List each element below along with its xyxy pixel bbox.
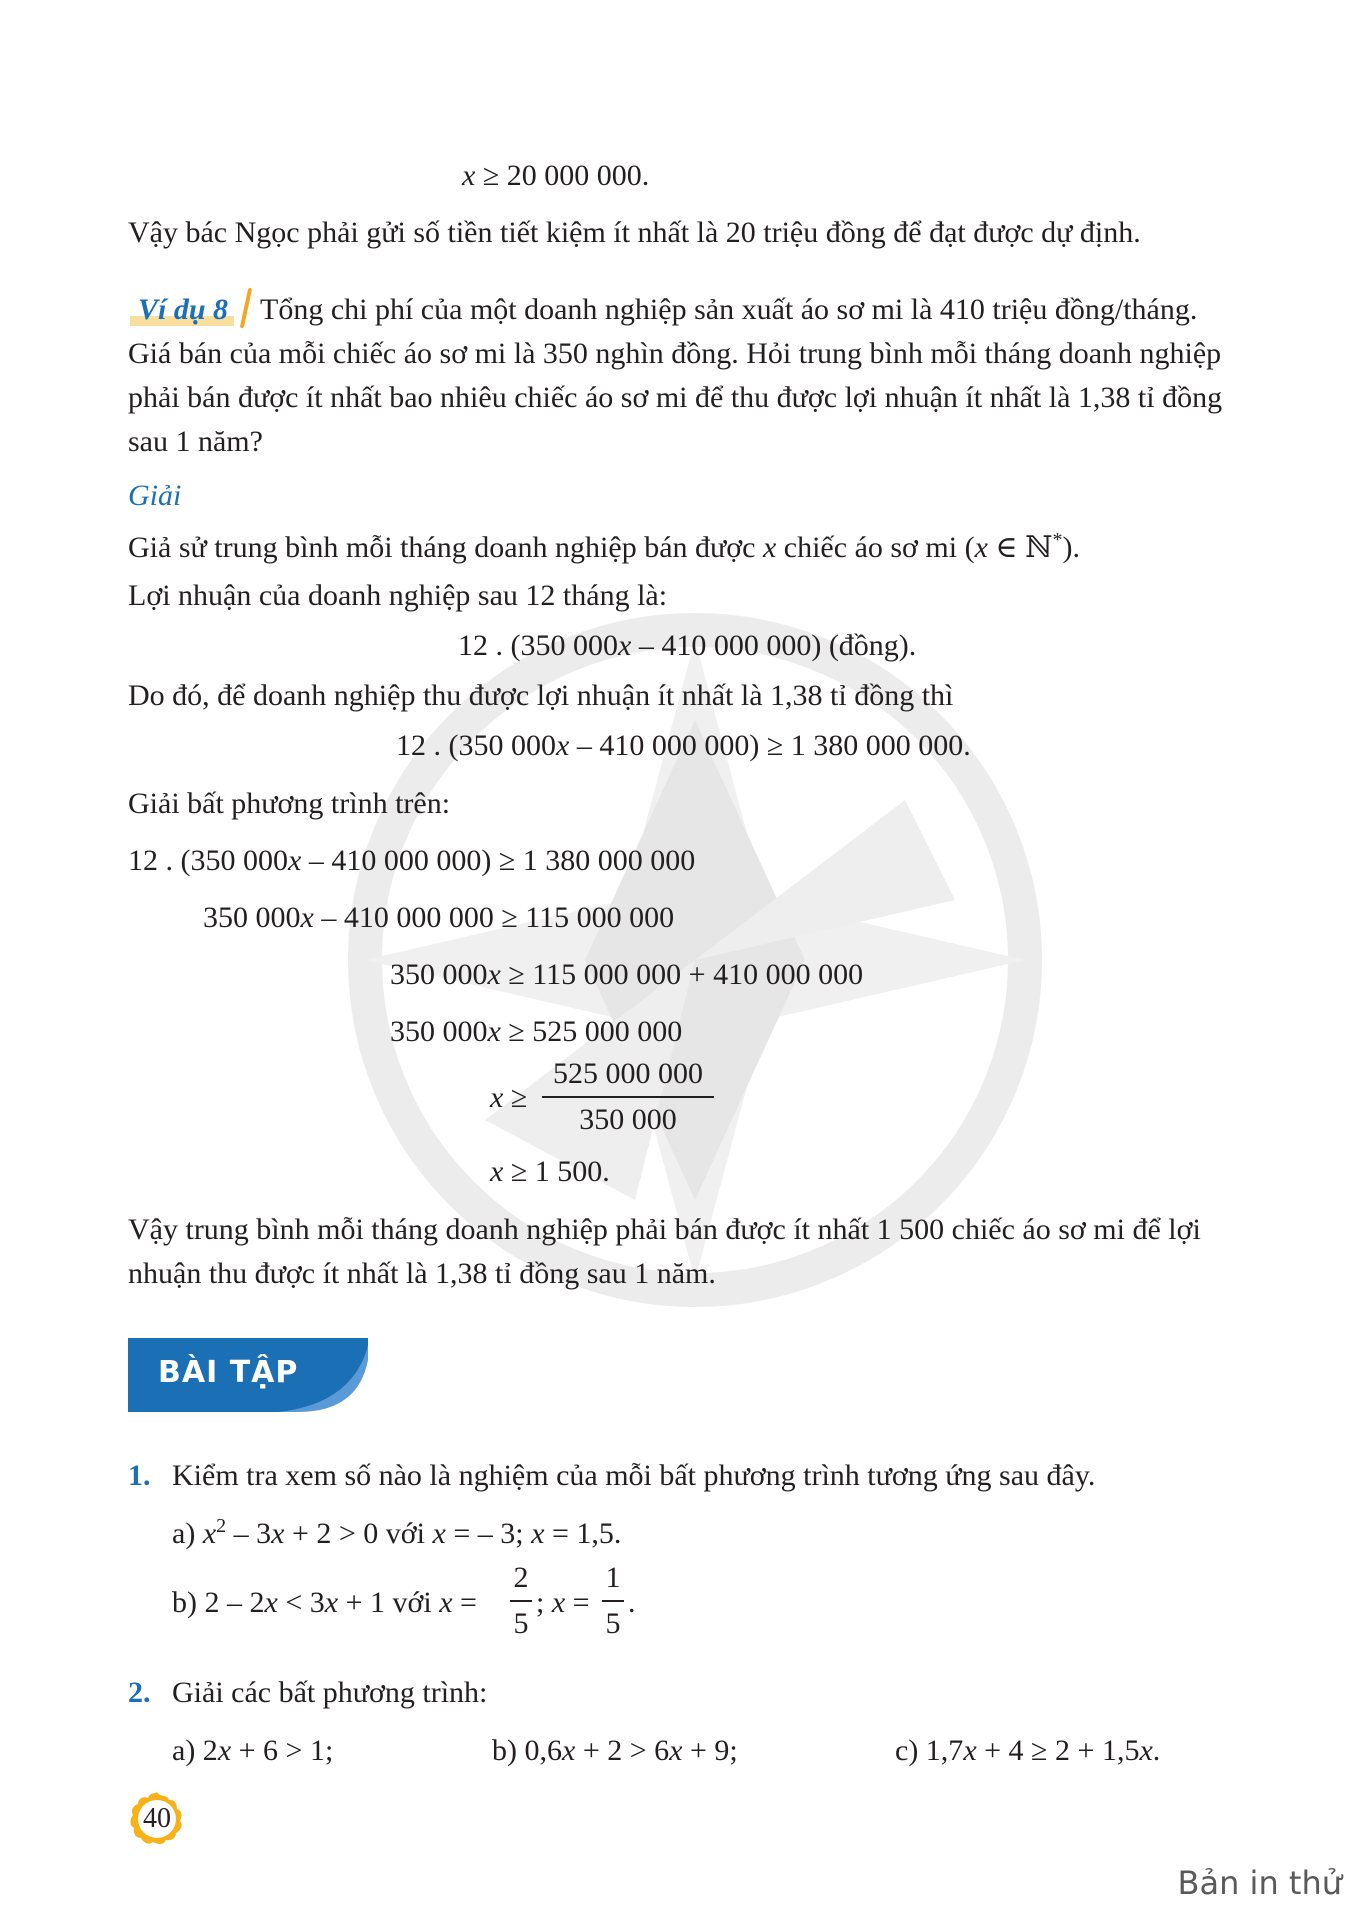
text-part: = 1,5. — [544, 1517, 622, 1550]
text-part: b) 0,6 — [492, 1734, 562, 1767]
var-x: x — [963, 1734, 977, 1767]
superscript-star: * — [1052, 529, 1063, 551]
example-problem-line-3: phải bán được ít nhất bao nhiêu chiếc áo sơ mi để thu được lợi nhuận ít nhất là 1,38 tỉ đồng — [128, 381, 1223, 414]
var-x: x — [551, 1586, 566, 1619]
text-part: 12 . (350 000 — [396, 729, 556, 762]
ineq-sign-value: ≥ — [482, 159, 507, 192]
exercise-1b-fraction-2 — [602, 1560, 624, 1642]
var-x: x — [271, 1517, 285, 1550]
text-part: + 9; — [682, 1734, 738, 1767]
text-part: 350 000 — [390, 958, 488, 991]
example-problem-line-4: sau 1 năm? — [128, 425, 263, 458]
text-part: ≥ 115 000 000 + 410 000 000 — [500, 958, 864, 991]
text-part: 350 000 — [390, 1015, 488, 1048]
solve-step-2 — [203, 900, 674, 936]
var-x: x — [1139, 1734, 1153, 1767]
text-part: = – 3; — [445, 1517, 532, 1550]
text-part: = — [452, 1586, 477, 1619]
solution-conclusion-line-2: nhuận thu được ít nhất là 1,38 tỉ đồng sau 1 năm. — [128, 1257, 716, 1290]
example-problem-line-2: Giá bán của mỗi chiếc áo sơ mi là 350 nghìn đồng. Hỏi trung bình mỗi tháng doanh nghiệp — [128, 337, 1222, 370]
text-part: + 2 > 0 với — [284, 1517, 433, 1550]
text-part: a) 2 — [172, 1734, 218, 1767]
solve-intro: Giải bất phương trình trên: — [128, 787, 451, 820]
solution-condition: Do đó, để doanh nghiệp thu được lợi nhuận ít nhất là 1,38 tỉ đồng thì — [128, 679, 954, 712]
solve-step-5-fraction — [542, 1056, 714, 1138]
var-x: x — [490, 1081, 504, 1114]
example-label-accent — [240, 288, 253, 328]
text-part: 12 . (350 000 — [128, 844, 288, 877]
text-part: + 4 ≥ 2 + 1,5 — [976, 1734, 1140, 1767]
fraction-denominator: 5 — [513, 1607, 529, 1640]
solve-step-1 — [128, 843, 695, 879]
fraction-bar — [510, 1600, 532, 1602]
solve-step-3 — [390, 957, 863, 993]
var-x: x — [490, 1155, 504, 1188]
inequality-result-line — [462, 158, 649, 194]
exercise-2-text: Giải các bất phương trình: — [172, 1676, 488, 1709]
text-part: ; — [536, 1586, 552, 1619]
var-x: x — [487, 958, 501, 991]
text-part: chiếc áo sơ mi ( — [776, 531, 975, 564]
var-x: x — [439, 1586, 453, 1619]
var-x: x — [324, 1586, 339, 1619]
var-x: x — [618, 629, 632, 662]
solve-step-4 — [390, 1014, 682, 1050]
fraction-bar — [602, 1600, 624, 1602]
text-part: ). — [1062, 531, 1081, 564]
text-part: 12 . (350 000 — [458, 629, 618, 662]
text-part: + 1 với — [338, 1586, 440, 1619]
solution-assumption — [128, 528, 1080, 566]
var-x: x — [762, 531, 777, 564]
var-x: x — [562, 1734, 576, 1767]
solution-profit-intro: Lợi nhuận của doanh nghiệp sau 12 tháng là: — [128, 579, 668, 612]
inequality-tail: 20 000 000. — [506, 159, 650, 192]
fraction-numerator: 525 000 000 — [553, 1057, 703, 1090]
var-x: x — [432, 1517, 446, 1550]
var-x: x — [217, 1734, 232, 1767]
exercise-2c — [895, 1733, 1160, 1769]
fraction-denominator: 350 000 — [579, 1103, 677, 1136]
exercise-2-number: 2. — [128, 1676, 151, 1709]
exercise-2b — [492, 1733, 738, 1769]
text-part: . — [1152, 1734, 1161, 1767]
text-part: < 3 — [277, 1586, 325, 1619]
text-part: Giả sử trung bình mỗi tháng doanh nghiệp bán được — [128, 531, 763, 564]
exercise-1-number: 1. — [128, 1459, 151, 1492]
exercise-title: BÀI TẬP — [158, 1355, 299, 1390]
var-x: x — [487, 1015, 501, 1048]
profit-expression — [458, 628, 916, 664]
text-part: ∈ ℕ — [987, 531, 1053, 564]
text-part: – 3 — [226, 1517, 272, 1550]
page-number: 40 — [143, 1803, 171, 1834]
exercise-1a — [172, 1514, 621, 1552]
text-part: a) — [172, 1517, 203, 1550]
var-x: x — [288, 844, 302, 877]
var-x: x — [264, 1586, 278, 1619]
text-part: ≥ — [503, 1081, 528, 1114]
exercise-1b-end: . — [628, 1586, 636, 1619]
text-part: + 6 > 1; — [231, 1734, 334, 1767]
var-x: x — [531, 1517, 545, 1550]
exercise-1b-middle — [536, 1585, 590, 1621]
var-x: x — [202, 1517, 217, 1550]
text-part: = — [565, 1586, 590, 1619]
exercise-1b-fraction-1 — [510, 1560, 532, 1642]
text-part: ≥ 1 500. — [503, 1155, 610, 1188]
previous-conclusion: Vậy bác Ngọc phải gửi số tiền tiết kiệm ít nhất là 20 triệu đồng để đạt được dự định. — [128, 216, 1141, 249]
solve-step-5-left — [490, 1080, 527, 1116]
var-x: x — [556, 729, 570, 762]
solve-step-6 — [490, 1154, 610, 1190]
text-part: – 410 000 000 ≥ 115 000 000 — [313, 901, 675, 934]
text-part: ≥ 525 000 000 — [500, 1015, 683, 1048]
text-part: – 410 000 000) ≥ 1 380 000 000. — [569, 729, 971, 762]
condition-inequality — [396, 728, 971, 764]
var-x: x — [669, 1734, 683, 1767]
solution-conclusion-line-1: Vậy trung bình mỗi tháng doanh nghiệp phải bán được ít nhất 1 500 chiếc áo sơ mi để lợi — [128, 1213, 1201, 1246]
example-label: Ví dụ 8 — [130, 292, 234, 328]
exercise-1b-left — [172, 1585, 477, 1621]
text-part: c) 1,7 — [895, 1734, 964, 1767]
fraction-numerator: 2 — [513, 1561, 529, 1594]
print-note: Bản in thử — [1177, 1864, 1342, 1902]
example-problem-line-1: Tổng chi phí của một doanh nghiệp sản xuất áo sơ mi là 410 triệu đồng/tháng. — [260, 293, 1198, 326]
fraction-denominator: 5 — [605, 1607, 621, 1640]
var-x: x — [974, 531, 988, 564]
text-part: – 410 000 000) (đồng). — [631, 629, 917, 662]
exercise-2a — [172, 1733, 333, 1769]
superscript-two: 2 — [216, 1515, 227, 1537]
exercise-1-text: Kiểm tra xem số nào là nghiệm của mỗi bất phương trình tương ứng sau đây. — [172, 1459, 1096, 1492]
solution-heading: Giải — [128, 479, 182, 512]
text-part: 350 000 — [203, 901, 301, 934]
fraction-bar — [542, 1096, 714, 1098]
var-x: x — [462, 159, 476, 192]
text-part: b) 2 – 2 — [172, 1586, 265, 1619]
text-part: – 410 000 000) ≥ 1 380 000 000 — [301, 844, 696, 877]
var-x: x — [300, 901, 314, 934]
text-part: + 2 > 6 — [575, 1734, 670, 1767]
fraction-numerator: 1 — [605, 1561, 621, 1594]
